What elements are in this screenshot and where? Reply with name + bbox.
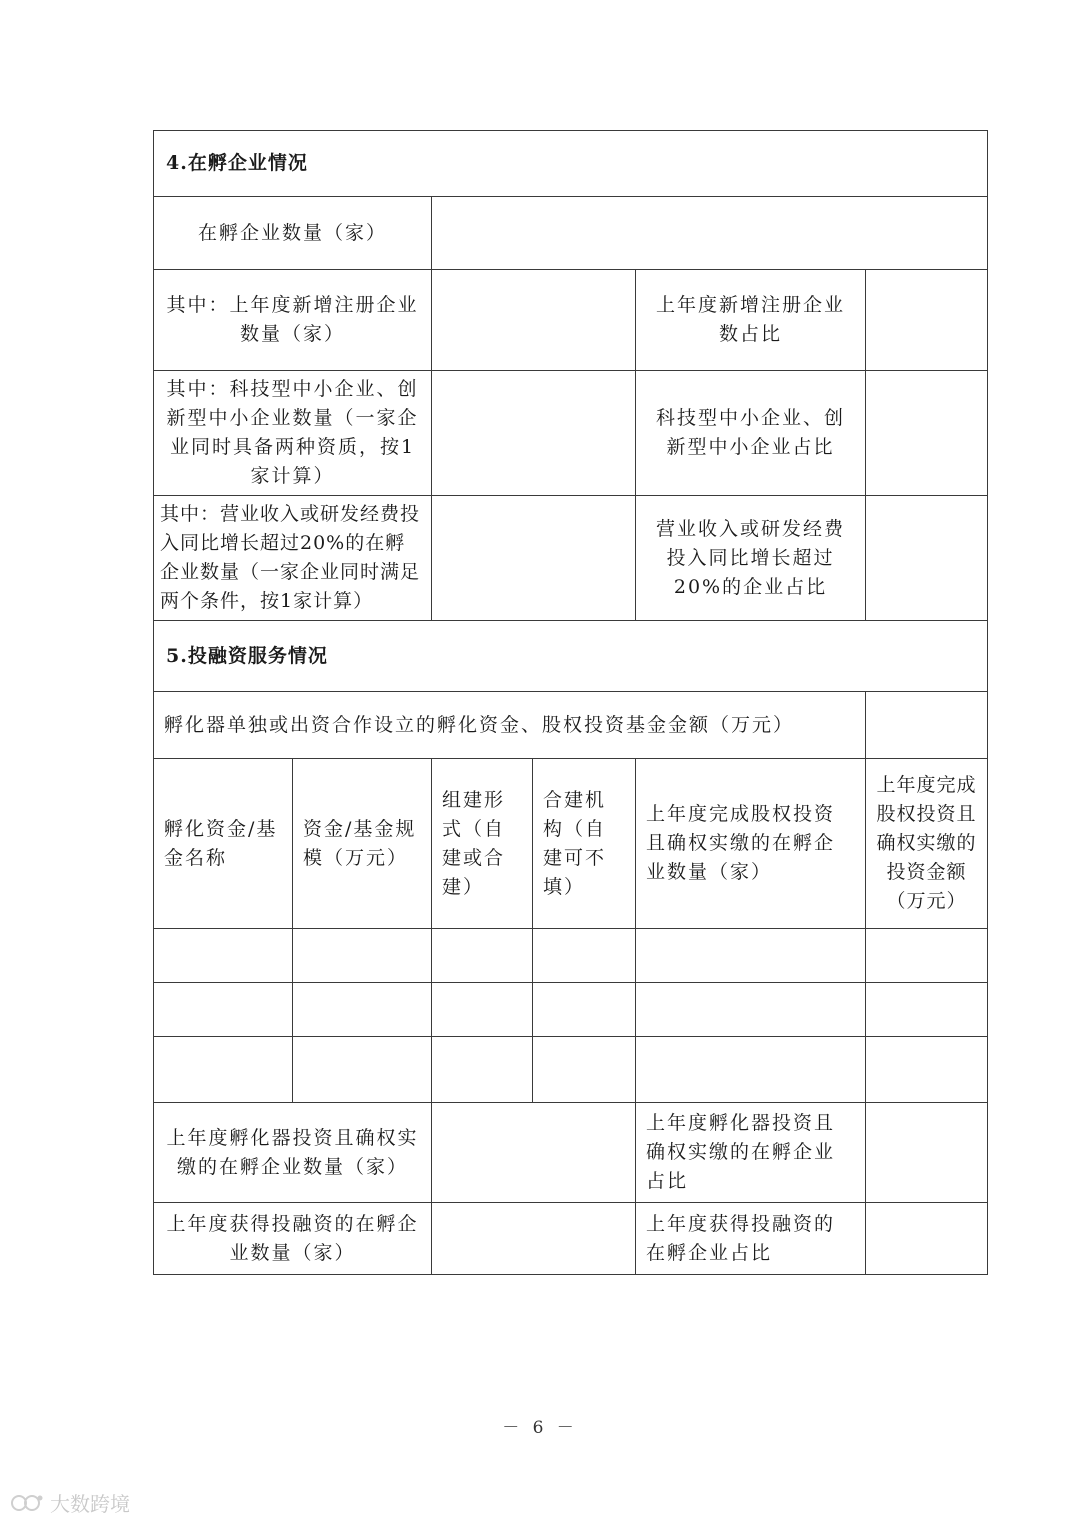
table-cell[interactable] bbox=[533, 983, 636, 1037]
table-cell[interactable] bbox=[293, 1037, 432, 1103]
section-5-title: 5.投融资服务情况 bbox=[154, 621, 988, 692]
table-row bbox=[154, 929, 988, 983]
tech-sme-ratio-field[interactable] bbox=[866, 371, 988, 496]
watermark-text: 大数跨境 bbox=[50, 1492, 130, 1516]
table-cell[interactable] bbox=[533, 1037, 636, 1103]
new-registered-ratio-field[interactable] bbox=[866, 270, 988, 371]
section-4-title: 4.在孵企业情况 bbox=[154, 131, 988, 197]
incubator-invested-count-label: 上年度孵化器投资且确权实缴的在孵企业数量（家） bbox=[154, 1103, 432, 1203]
new-registered-count-field[interactable] bbox=[432, 270, 636, 371]
incubated-company-count-label: 在孵企业数量（家） bbox=[154, 197, 432, 270]
financing-ratio-label: 上年度获得投融资的在孵企业占比 bbox=[636, 1203, 866, 1275]
incubator-invested-ratio-label: 上年度孵化器投资且确权实缴的在孵企业占比 bbox=[636, 1103, 866, 1203]
growth-ratio-field[interactable] bbox=[866, 496, 988, 621]
column-header-invested-count: 上年度完成股权投资且确权实缴的在孵企业数量（家） bbox=[636, 759, 866, 929]
incubator-invested-count-field[interactable] bbox=[432, 1103, 636, 1203]
new-registered-ratio-label: 上年度新增注册企业数占比 bbox=[636, 270, 866, 371]
new-registered-count-label: 其中：上年度新增注册企业数量（家） bbox=[154, 270, 432, 371]
column-header-fund-name: 孵化资金/基金名称 bbox=[154, 759, 293, 929]
table-cell[interactable] bbox=[866, 929, 988, 983]
table-cell[interactable] bbox=[636, 1037, 866, 1103]
table-cell[interactable] bbox=[866, 1037, 988, 1103]
table-cell[interactable] bbox=[432, 1037, 533, 1103]
table-cell[interactable] bbox=[636, 983, 866, 1037]
tech-sme-ratio-label: 科技型中小企业、创新型中小企业占比 bbox=[636, 371, 866, 496]
growth-count-label: 其中：营业收入或研发经费投入同比增长超过20%的在孵企业数量（一家企业同时满足两个条件，按1家计算） bbox=[154, 496, 432, 621]
table-cell[interactable] bbox=[533, 929, 636, 983]
watermark-logo-icon bbox=[10, 1492, 44, 1514]
financing-count-label: 上年度获得投融资的在孵企业数量（家） bbox=[154, 1203, 432, 1275]
page-number: － 6 － bbox=[502, 1418, 578, 1438]
table-cell[interactable] bbox=[154, 1037, 293, 1103]
table-cell[interactable] bbox=[293, 929, 432, 983]
column-header-partner: 合建机构（自建可不填） bbox=[533, 759, 636, 929]
table-row bbox=[154, 1037, 988, 1103]
tech-sme-count-field[interactable] bbox=[432, 371, 636, 496]
table-cell[interactable] bbox=[154, 983, 293, 1037]
growth-count-field[interactable] bbox=[432, 496, 636, 621]
table-row bbox=[154, 983, 988, 1037]
table-cell[interactable] bbox=[432, 929, 533, 983]
financing-count-field[interactable] bbox=[432, 1203, 636, 1275]
table-cell[interactable] bbox=[432, 983, 533, 1037]
table-cell[interactable] bbox=[866, 983, 988, 1037]
table-cell[interactable] bbox=[293, 983, 432, 1037]
column-header-invested-amount: 上年度完成股权投资且确权实缴的投资金额（万元） bbox=[866, 759, 988, 929]
financing-ratio-field[interactable] bbox=[866, 1203, 988, 1275]
column-header-formation: 组建形式（自建或合建） bbox=[432, 759, 533, 929]
column-header-fund-scale: 资金/基金规模（万元） bbox=[293, 759, 432, 929]
table-cell[interactable] bbox=[636, 929, 866, 983]
table-cell[interactable] bbox=[154, 929, 293, 983]
growth-ratio-label: 营业收入或研发经费投入同比增长超过20%的企业占比 bbox=[636, 496, 866, 621]
incubator-form-table bbox=[153, 130, 988, 1275]
watermark bbox=[10, 1488, 130, 1517]
fund-amount-label: 孵化器单独或出资合作设立的孵化资金、股权投资基金金额（万元） bbox=[154, 692, 866, 759]
fund-amount-field[interactable] bbox=[866, 692, 988, 759]
incubated-company-count-field[interactable] bbox=[432, 197, 988, 270]
incubator-invested-ratio-field[interactable] bbox=[866, 1103, 988, 1203]
tech-sme-count-label: 其中：科技型中小企业、创新型中小企业数量（一家企业同时具备两种资质，按1家计算） bbox=[154, 371, 432, 496]
